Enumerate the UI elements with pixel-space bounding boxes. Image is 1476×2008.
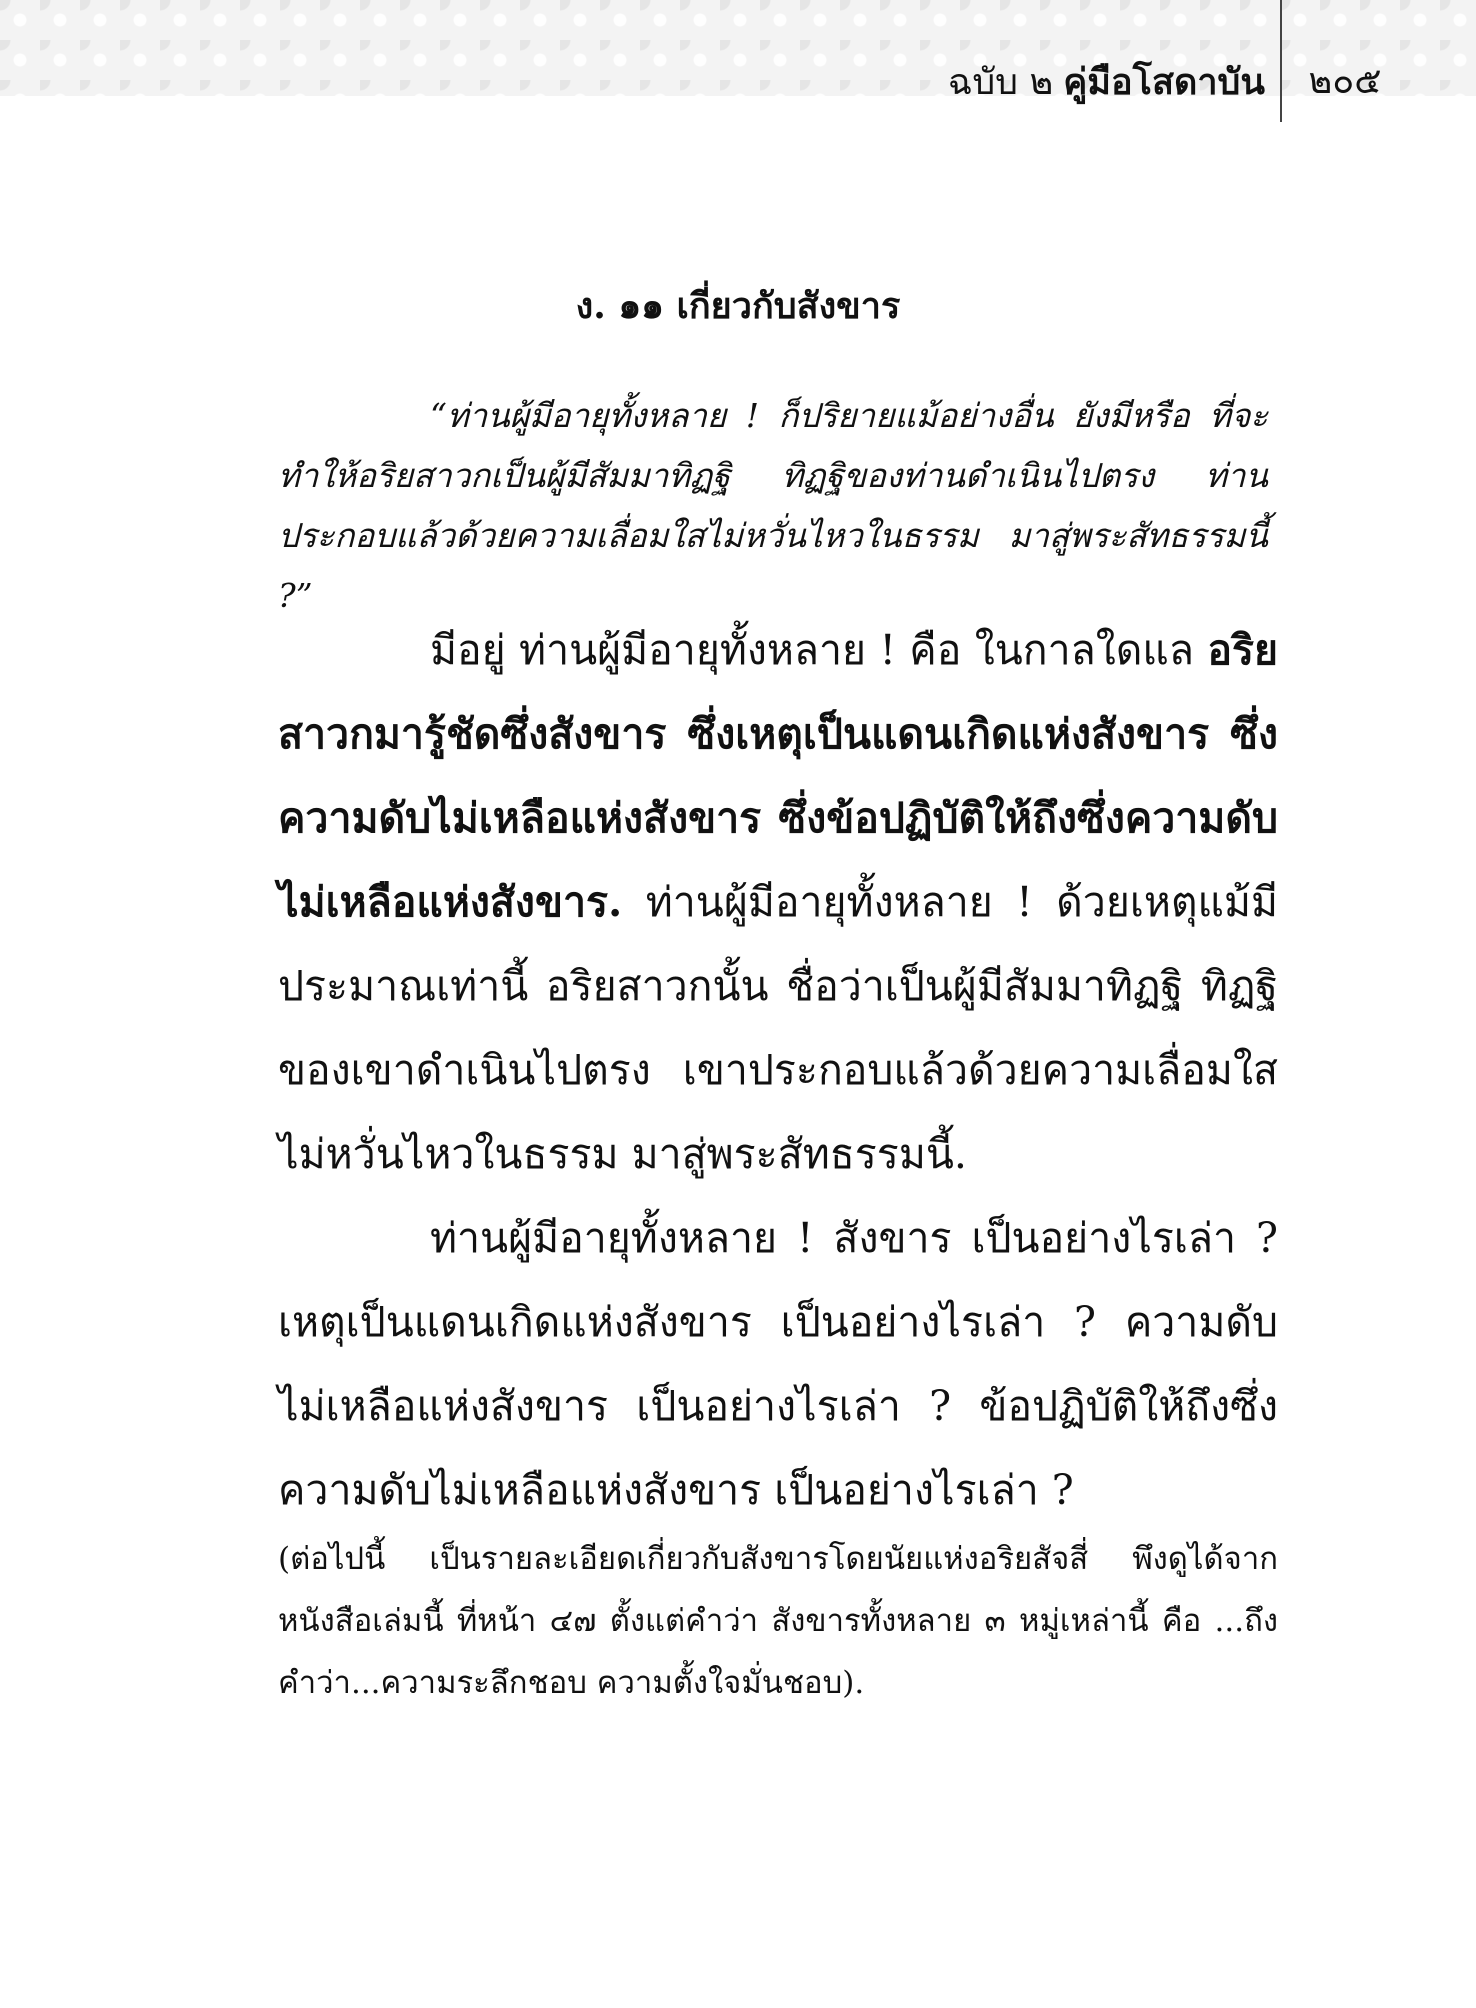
section-heading: ง. ๑๑ เกี่ยวกับสังขาร <box>575 285 901 327</box>
body-paragraph-2: ท่านผู้มีอายุทั้งหลาย ! สังขาร เป็นอย่างไรเล่า ? เหตุเป็นแดนเกิดแห่งสังขาร เป็นอย่างไรเล่า ? ความดับไม่เหลือแห่งสังขาร เป็นอย่างไรเล่า ? ข้อปฏิบัติให้ถึงซึ่งความดับไม่เหลือแห่งสังขาร เป็นอย่างไรเล่า ? <box>278 1214 1278 1514</box>
opening-quote: “ท่านผู้มีอายุทั้งหลาย ! ก็ปริยายแม้อย่างอื่น ยังมีหรือ ที่จะทำให้อริยสาวกเป็นผู้มีสัมมาทิฏฐิ ทิฏฐิของท่านดำเนินไปตรง ท่านประกอบแล้วด้วยความเลื่อมใสไม่หวั่นไหวในธรรม มาสู่พระสัทธรรมนี้ ?” <box>278 396 1268 615</box>
book-title: คู่มือโสดาบัน <box>1063 61 1265 103</box>
reference-note: (ต่อไปนี้ เป็นรายละเอียดเกี่ยวกับสังขารโดยนัยแห่งอริยสัจสี่ พึงดูได้จากหนังสือเล่มนี้ ที่หน้า ๔๗ ตั้งแต่คำว่า สังขารทั้งหลาย ๓ หมู่เหล่านี้ คือ ...ถึงคำว่า...ความระลึกชอบ ความตั้งใจมั่นชอบ). <box>278 1541 1278 1701</box>
paragraph-1-intro: มีอยู่ ท่านผู้มีอายุทั้งหลาย ! คือ ในกาลใดแล <box>430 626 1208 674</box>
paragraph-1-rest: ท่านผู้มีอายุทั้งหลาย ! ด้วยเหตุแม้มีประมาณเท่านี้ อริยสาวกนั้น ชื่อว่าเป็นผู้มีสัมมาทิฏฐิ ทิฏฐิของเขาดำเนินไปตรง เขาประกอบแล้วด้วยความเลื่อมใสไม่หวั่นไหวในธรรม มาสู่พระสัทธรรมนี้. <box>278 878 1278 1178</box>
body-paragraph-1 <box>278 608 1278 1196</box>
paragraph-1-bold: อริยสาวกมารู้ชัดซึ่งสังขาร ซึ่งเหตุเป็นแดนเกิดแห่งสังขาร ซึ่งความดับไม่เหลือแห่งสังขาร ซึ่งข้อปฏิบัติให้ถึงซึ่งความดับไม่เหลือแห่งสังขาร. <box>278 626 1278 926</box>
running-header <box>860 58 1265 107</box>
edition-label: ฉบับ ๒ <box>947 62 1054 103</box>
page-number: ๒๐๕ <box>1308 61 1382 102</box>
header-divider <box>1280 0 1282 122</box>
